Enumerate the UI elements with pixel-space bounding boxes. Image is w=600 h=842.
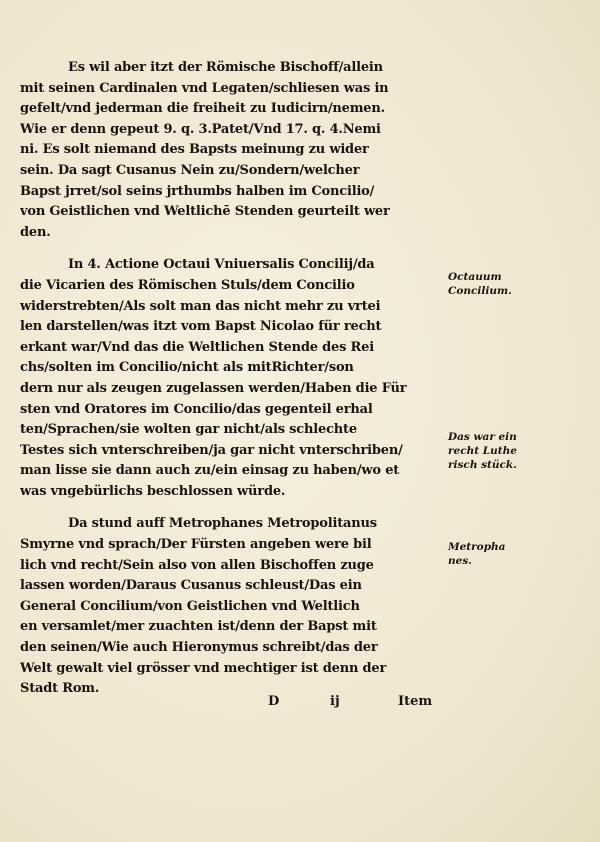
text-line: lich vnd recht/Sein also von allen Bischoffen zuge [20, 557, 374, 573]
margin-note-line: nes. [448, 555, 472, 567]
text-line: ni. Es solt niemand des Bapsts meinung zu wider [20, 142, 369, 158]
text-line: Stadt Rom. [20, 681, 100, 697]
text-line: Testes sich vnterschreiben/ja gar nicht vnterschriben/ [20, 442, 403, 458]
text-line: dern nur als zeugen zugelassen werden/Haben die Für [20, 380, 407, 396]
paragraph-3 [20, 514, 445, 699]
paragraph-1 [20, 58, 445, 243]
text-line: widerstrebten/Als solt man das nicht mehr zu vrtei [20, 298, 381, 314]
text-line: Es wil aber itzt der Römische Bischoff/allein [68, 60, 383, 75]
paragraph-2 [20, 255, 445, 502]
paragraph-spacer [20, 243, 445, 255]
margin-note-octauum [448, 270, 593, 298]
margin-note-line: Das war ein [448, 431, 517, 443]
text-line: lassen worden/Daraus Cusanus schleust/Das ein [20, 578, 362, 594]
text-line: was vngebürlichs beschlossen würde. [20, 483, 286, 499]
text-line: mit seinen Cardinalen vnd Legaten/schliesen was in [20, 80, 389, 96]
margin-note-line: recht Luthe [448, 445, 517, 457]
text-line: Da stund auff Metrophanes Metropolitanus [68, 516, 377, 532]
text-line: den seinen/Wie auch Hieronymus schreibt/das der [20, 640, 378, 656]
signature-mark: D [268, 694, 280, 709]
text-line: Wie er denn gepeut 9. q. 3.Patet/Vnd 17. q. 4.Nemi [20, 121, 381, 137]
text-line: len darstellen/was itzt vom Bapst Nicolao für recht [20, 319, 382, 335]
paragraph-spacer [20, 502, 445, 514]
text-line: sten vnd Oratores im Concilio/das gegenteil erhal [20, 401, 373, 417]
text-line: Welt gewalt viel grösser vnd mechtiger ist denn der [20, 660, 387, 676]
text-line: en versamlet/mer zuachten ist/denn der Bapst mit [20, 619, 377, 635]
text-line: die Vicarien des Römischen Stuls/dem Concilio [20, 277, 355, 293]
text-line: man lisse sie dann auch zu/ein einsag zu haben/wo et [20, 463, 400, 479]
margin-note-lutherisch [448, 430, 593, 472]
margin-note-metrophanes [448, 540, 593, 568]
margin-note-line: Octauum [448, 271, 502, 283]
text-line: chs/solten im Concilio/nicht als mitRichter/son [20, 360, 354, 376]
text-line: von Geistlichen vnd Weltlichē Stenden geurteilt wer [20, 204, 390, 220]
text-line: den. [20, 224, 51, 240]
catchword: Item [398, 694, 433, 709]
text-line: In 4. Actione Octaui Vniuersalis Concilij/da [68, 257, 375, 273]
text-line: gefelt/vnd jederman die freiheit zu Iudicirn/nemen. [20, 101, 385, 117]
margin-note-line: Metropha [448, 541, 506, 553]
margin-note-line: risch stück. [448, 459, 517, 471]
text-line: Bapst jrret/sol seins jrthumbs halben im Concilio/ [20, 183, 375, 199]
text-line: General Concilium/von Geistlichen vnd Weltlich [20, 598, 360, 614]
margin-note-line: Concilium. [448, 285, 512, 297]
signature-number: ij [330, 694, 340, 709]
text-line: Smyrne vnd sprach/Der Fürsten angeben were bil [20, 537, 372, 553]
page-footer [0, 694, 600, 716]
text-line: sein. Da sagt Cusanus Nein zu/Sondern/welcher [20, 162, 360, 178]
text-line: ten/Sprachen/sie wolten gar nicht/als schlechte [20, 422, 357, 438]
main-text-block [20, 58, 445, 700]
text-line: erkant war/Vnd das die Weltlichen Stende des Rei [20, 339, 374, 355]
